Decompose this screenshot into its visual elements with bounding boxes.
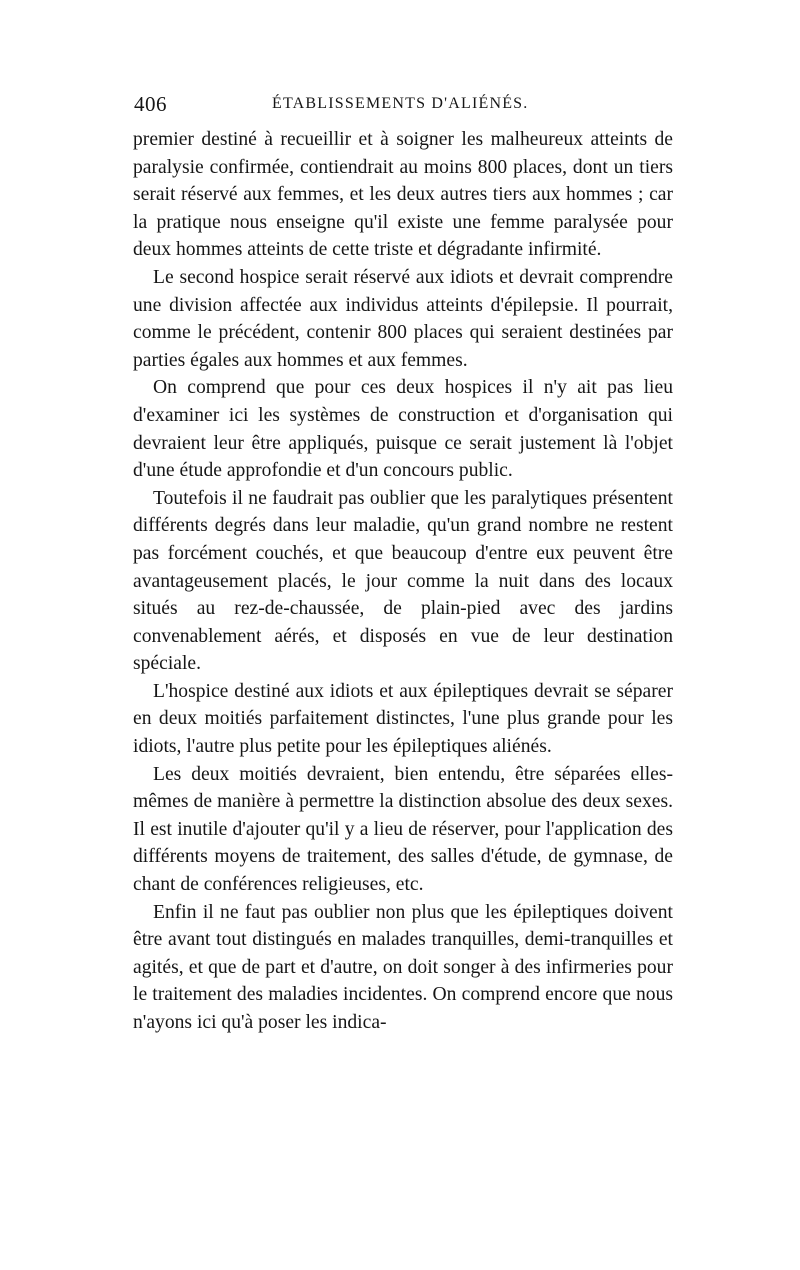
paragraph-second-hospice: Le second hospice serait réservé aux idiots et devrait comprendre une division affectée aux individus atteints d'épilepsie. Il pourrait, comme le précédent, contenir 800 places qui seraient destinées par parties égales aux hommes et aux femmes. — [133, 266, 673, 371]
page-number: 406 — [134, 92, 167, 116]
paragraph-idiots-epileptics: L'hospice destiné aux idiots et aux épileptiques devrait se séparer en deux moitiés parfaitement distinctes, l'une plus grande pour les idiots, l'autre plus petite pour les épileptiques aliénés. — [133, 680, 673, 758]
paragraph-paralytics: Toutefois il ne faudrait pas oublier que les paralytiques présentent différents degrés dans leur maladie, qu'un grand nombre ne restent pas forcément couchés, et que beaucoup d'entre eux peuvent être avantageusement placés, le jour comme la nuit dans des locaux situés au rez-de-chaussée, de plain-pied avec des jardins convenablement aérés, et disposés en vue de leur destination spéciale. — [133, 487, 673, 675]
body-text — [133, 126, 673, 1037]
paragraph-construction-systems: On comprend que pour ces deux hospices il n'y ait pas lieu d'examiner ici les systèmes de construction et d'organisation qui devraient leur être appliqués, puisque ce serait justement là l'objet d'une étude approfondie et d'un concours public. — [133, 377, 673, 482]
running-title: ÉTABLISSEMENTS D'ALIÉNÉS. — [272, 95, 529, 112]
paragraph-two-halves: Les deux moitiés devraient, bien entendu, être séparées elles-mêmes de manière à permettre la distinction absolue des deux sexes. Il est inutile d'ajouter qu'il y a lieu de réserver, pour l'application des différents moyens de traitement, des salles d'étude, de gymnase, de chant de conférences religieuses, etc. — [133, 763, 673, 896]
paragraph-continuation: premier destiné à recueillir et à soigner les malheureux atteints de paralysie confirmée, contiendrait au moins 800 places, dont un tiers serait réservé aux femmes, et les deux autres tiers aux hommes ; car la pratique nous enseigne qu'il existe une femme paralysée pour deux hommes atteints de cette triste et dégradante infirmité. — [133, 129, 673, 261]
paragraph-infirmaries: Enfin il ne faut pas oublier non plus que les épileptiques doivent être avant tout distingués en malades tranquilles, demi-tranquilles et agités, et que de part et d'autre, on doit songer à des infirmeries pour le traitement des maladies incidentes. On comprend encore que nous n'ayons ici qu'à poser les indica- — [133, 901, 673, 1033]
page-header — [134, 92, 680, 120]
